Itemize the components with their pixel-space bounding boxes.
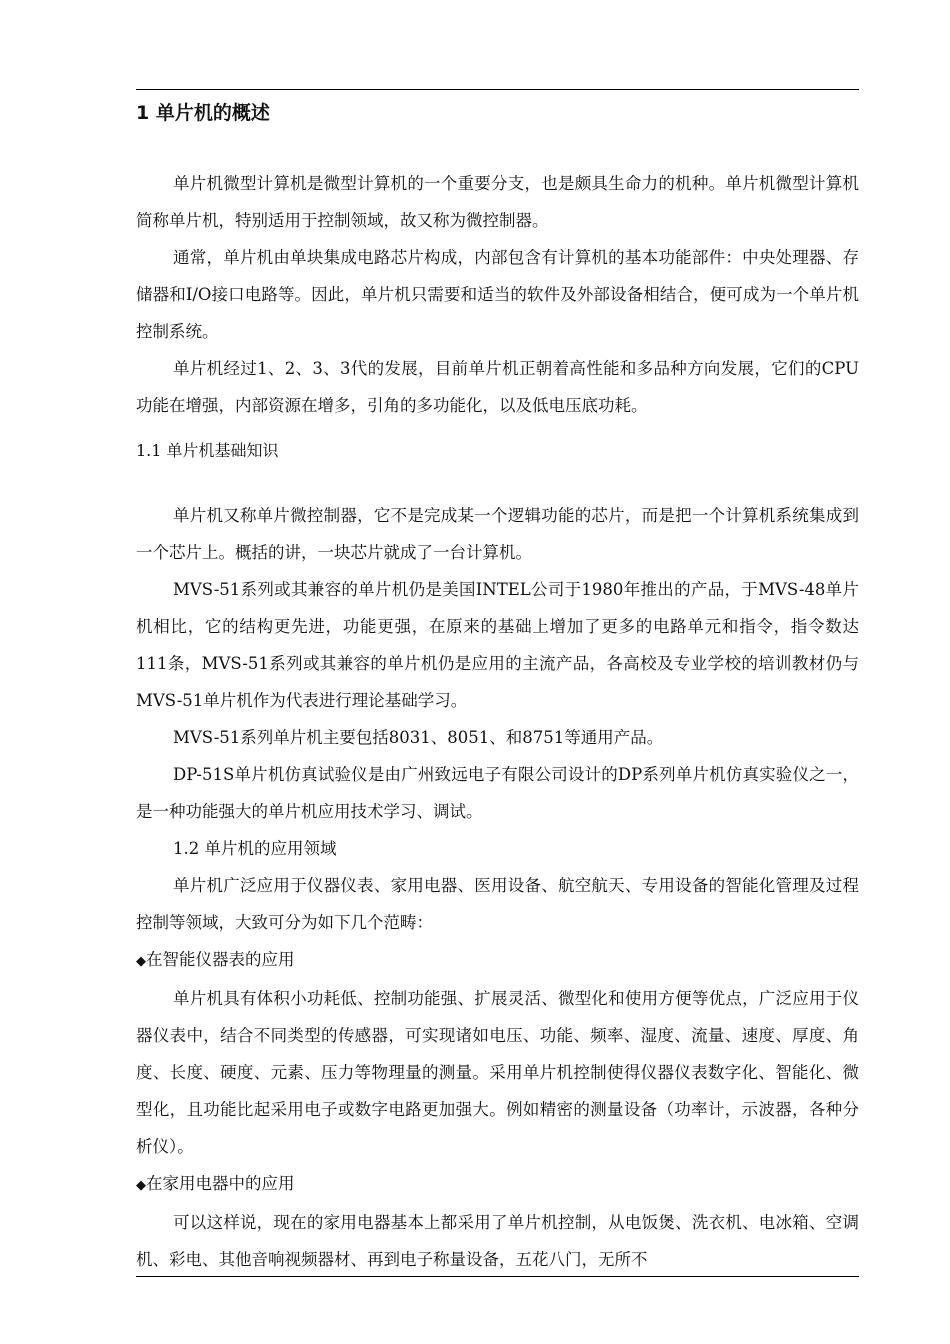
chapter-heading: 1 单片机的概述	[136, 102, 270, 124]
bullet-heading-instruments	[136, 941, 859, 980]
footer-rule	[136, 1276, 859, 1277]
section-1-1-paragraph-2: MVS-51系列或其兼容的单片机仍是美国INTEL公司于1980年推出的产品，于MVS-48单片机相比，它的结构更先进，功能更强，在原来的基础上增加了更多的电路单元和指令，指令数达111条，MVS-51系列或其兼容的单片机仍是应用的主流产品，各高校及专业学校的培训教材仍与MVS-51单片机作为代表进行理论基础学习。	[136, 580, 859, 710]
section-1-1-paragraph-4: DP-51S单片机仿真试验仪是由广州致远电子有限公司设计的DP系列单片机仿真实验仪之一，是一种功能强大的单片机应用技术学习、调试。	[136, 765, 859, 821]
section-1-1-paragraph-1: 单片机又称单片微控制器，它不是完成某一个逻辑功能的芯片，而是把一个计算机系统集成到一个芯片上。概括的讲，一块芯片就成了一台计算机。	[136, 506, 859, 562]
bullet-title: 在智能仪器表的应用	[146, 950, 295, 969]
section-1-1-paragraph-3: MVS-51系列单片机主要包括8031、8051、和8751等通用产品。	[173, 728, 664, 747]
diamond-bullet-icon: ◆	[136, 1178, 146, 1193]
intro-paragraph-2: 通常，单片机由单块集成电路芯片构成，内部包含有计算机的基本功能部件：中央处理器、存储器和I/O接口电路等。因此，单片机只需要和适当的软件及外部设备相结合，便可成为一个单片机控制系统。	[136, 248, 859, 341]
section-heading-1-1: 1.1 单片机基础知识	[136, 441, 279, 460]
diamond-bullet-icon: ◆	[136, 954, 146, 969]
section-heading-1-2: 1.2 单片机的应用领域	[173, 839, 337, 858]
bullet-title: 在家用电器中的应用	[146, 1174, 295, 1193]
bullet-1-paragraph: 单片机具有体积小功耗低、控制功能强、扩展灵活、微型化和使用方便等优点，广泛应用于仪器仪表中，结合不同类型的传感器，可实现诸如电压、功能、频率、湿度、流量、速度、厚度、角度、长度、硬度、元素、压力等物理量的测量。采用单片机控制使得仪器仪表数字化、智能化、微型化，且功能比起采用电子或数字电路更加强大。例如精密的测量设备（功率计，示波器，各种分析仪）。	[136, 989, 859, 1156]
document-body	[136, 95, 859, 1278]
intro-paragraph-3: 单片机经过1、2、3、3代的发展，目前单片机正朝着高性能和多品种方向发展，它们的CPU功能在增强，内部资源在增多，引角的多功能化，以及低电压底功耗。	[136, 359, 859, 415]
intro-paragraph-1: 单片机微型计算机是微型计算机的一个重要分支，也是颇具生命力的机种。单片机微型计算机简称单片机，特别适用于控制领域，故又称为微控制器。	[136, 174, 859, 230]
header-rule	[136, 89, 859, 90]
bullet-heading-appliances	[136, 1165, 859, 1204]
section-1-2-intro: 单片机广泛应用于仪器仪表、家用电器、医用设备、航空航天、专用设备的智能化管理及过程控制等领域，大致可分为如下几个范畴：	[136, 876, 859, 932]
bullet-2-paragraph: 可以这样说，现在的家用电器基本上都采用了单片机控制，从电饭煲、洗衣机、电冰箱、空调机、彩电、其他音响视频器材、再到电子称量设备，五花八门，无所不	[136, 1213, 859, 1269]
